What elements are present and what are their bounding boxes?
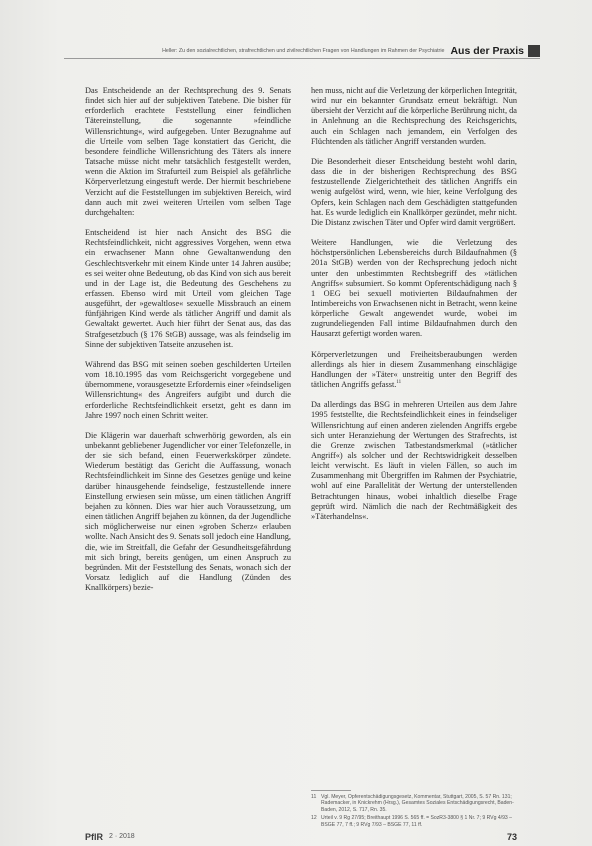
- footnote-rule: [311, 790, 351, 791]
- paragraph-text: Körperverletzungen und Freiheitsberaubungen werden allerdings als hier in diesem Zusammenhang einschlägige Handlungen der »Täter« unstreitig unter den Begriff des tätlichen Angriffs gefasst.: [311, 349, 517, 390]
- left-column: [85, 86, 291, 603]
- paragraph: Während das BSG mit seinen soeben geschilderten Urteilen vom 18.10.1995 das vom Reichsgericht vorgegebene und übernommene, vorausgesetzte Erfordernis einer »feindseligen Willensrichtung« des Angreifers aufgibt und durch die erforderliche Rechtsfeindlichkeit ersetzt, geht es dann im Jahre 1997 noch einen Schritt weiter.: [85, 359, 291, 420]
- paragraph: hen muss, nicht auf die Verletzung der körperlichen Integrität, wird nur ein bekannter Grundsatz erneut bekräftigt. Nun übersieht der Verzicht auf die körperliche Berührung nicht, da in Anlehnung an die Rechtsprechung des Reichsgerichts, auch ein Schlagen nach jemandem, ein Verfolgen des Flüchtenden als tätlicher Angriff verstanden wurden.: [311, 86, 517, 146]
- journal-abbrev: PflR: [85, 832, 103, 842]
- footnote: [311, 815, 517, 828]
- paragraph: Die Klägerin war dauerhaft schwerhörig geworden, als ein unbekannt gebliebener Jugendlicher vor einer Telefonzelle, in der sie sich befand, einen Feuerwerkskörper zündete. Wiederum bestätigt das Gericht die Auffassung, wonach Rechtsfeindlichkeit im Sinne des Gesetzes genüge und keine darüber hinausgehende feindselige, festzustellende innere Einstellung erwiesen sein müsse, um einen tätlichen Angriff bejahen zu können. Dies war hier auch Voraussetzung, um einen tätlichen Angriff bejahen zu können, da der Jugendliche sich möglicherweise nur einen »groben Scherz« erlauben wollte. Nach Ansicht des 9. Senats soll jedoch eine Handlung, die, wie im Streitfall, die Gefahr der Gesundheitsgefährdung mit sich bringt, bereits genügen, um einen Anspruch zu begründen. Mit der Feststellung des Senats, wonach sich der Vorsatz lediglich auf die Handlung (Zünden des Knallkörpers) bezie-: [85, 430, 291, 593]
- paragraph: Die Besonderheit dieser Entscheidung besteht wohl darin, dass die in der bisherigen Rechtsprechung des BSG festzustellende Zielgerichtetheit des tätlichen Angriffs ein wenig aufgelöst wird, wenn, wie hier, keine Verfolgung des Opfers, kein Schlagen nach dem Geschädigten stattgefunden hat. Es wurde lediglich ein Knallkörper gezündet, mehr nicht. Die Distanz zwischen Täter und Opfer wird damit vergrößert.: [311, 156, 517, 227]
- running-header: [64, 44, 540, 59]
- paragraph-with-footnote: [311, 350, 517, 391]
- paragraph: Weitere Handlungen, wie die Verletzung des höchstpersönlichen Lebensbereichs durch Bildaufnahmen (§ 201a StGB) werden von der Rechsprechung jedoch nicht unter den unbestimmten Rechtsbegriff des »tätlichen Angriffs« subsumiert. So kommt Opferentschädigung nach § 1 OEG bei sexuell motivierten Bildaufnahmen der Intimbereichs von Erwachsenen nicht in Betracht, wenn keine körperliche Gewalt angewendet wurde, wobei im zugrundeliegenden Fall intime Bildaufnahmen durch den Hausarzt gefertigt worden waren.: [311, 238, 517, 339]
- footnote-number: 11: [311, 794, 317, 800]
- issue-number: 2 · 2018: [109, 833, 135, 840]
- right-column: [311, 86, 517, 532]
- footnote-number: 12: [311, 815, 317, 822]
- paragraph: Entscheidend ist hier nach Ansicht des BSG die Rechtsfeindlichkeit, nicht aggressives Vorgehen, wenn etwa ein erwachsener Mann ohne Gewaltanwendung den Geschlechtsverkehr mit einem Kinde unter 14 Jahren ausübe; es sei weiter ohne Bedeutung, ob das Kind von sich aus bereit und in der Lage ist, die Bedeutung des Geschehens zu erfassen. Ebenso wird mit Urteil vom gleichen Tage ausgeführt, der »gewaltlose« sexuelle Missbrauch an einem fünfjährigen Kind werde als tätlicher Angriff und damit als Gewaltakt gewertet. Auch hier führt der Senat aus, das das Strafgesetzbuch (§ 176 StGB) aussage, was als feindselig im Sinne der subjektiven Tatseite anzusehen ist.: [85, 228, 291, 349]
- section-marker: [528, 45, 540, 57]
- footnote-text: Vgl. Meyer, Opferentschädigungsgesetz, Kommentar, Stuttgart, 2005, S. 57 Rn. 131; Rademacker, in Knickrehm (Hrsg.), Gesamtes Soziales Entschädigungsrecht, Baden-Baden, 2012, S. 717, Rn. 35.: [321, 794, 514, 813]
- page-footer: [85, 832, 517, 844]
- paragraph: Das Entscheidende an der Rechtsprechung des 9. Senats findet sich hier auf der subjektiven Tatebene. Die bisher für erforderlich erachtete Feststellung einer feindlichen Tätereinstellung, die sogenannte »feindliche Willensrichtung«, wird aufgegeben. Unter Bezugnahme auf die Urteile vom selben Tage konstatiert das Gericht, die besondere feindliche Willensrichtung des Täters als innere Tatsache müsse nicht mehr tatsächlich festgestellt werden, wenn die Aktion im Strafurteil zum Beispiel als gefährliche Körperverletzung eingestuft werde. Der hiermit beschriebene Verzicht auf die Feststellungen im subjektiven Bereich, wird dann auch mit zwei weiteren Urteilen vom selben Tage durchgehalten:: [85, 86, 291, 217]
- footnote-ref[interactable]: 11: [396, 380, 402, 386]
- footnote-text: Urteil v. 9 Rg 27/95; Breithaupt 1996 S. 565 ff. = SozR3-3800 § 1 Nr. 7; 9 RVg 4/93 – BSGE 77, 7 ff.; 9 RVg 7/93 – BSGE 77, 11 ff.: [321, 815, 512, 828]
- footnote: [311, 794, 517, 813]
- page-number: 73: [506, 832, 517, 842]
- section-title: Aus der Praxis: [450, 45, 524, 57]
- footnotes: [311, 792, 517, 828]
- paragraph: Da allerdings das BSG in mehreren Urteilen aus dem Jahre 1995 feststellte, die Rechtsfeindlichkeit eines in feindseliger Willensrichtung auf einen anderen zielenden Angriffs ergebe sich unter Heranziehung der Wertungen des Strafrechts, ist die Grenze zwischen Tatbestandsmerkmal (»tätlicher Angriff«) als solcher und der Rechtswidrigkeit desselben leicht verwischt. Es läuft in vielen Fällen, so auch im Zusammenhang mit Übergriffen im Rahmen der Psychiatrie, wohl auf eine Parallelität der Wertung der unterstellenden Betrachtungen hinaus, wobei inhaltlich dieselbe Frage geprüft wird. Nämlich die nach der Rechtmäßigkeit des »Täterhandelns«.: [311, 400, 517, 521]
- running-title: Heller: Zu den sozialrechtlichen, strafrechtlichen und zivilrechtlichen Fragen von Handlungen im Rahmen der Psychiatrie: [162, 48, 445, 54]
